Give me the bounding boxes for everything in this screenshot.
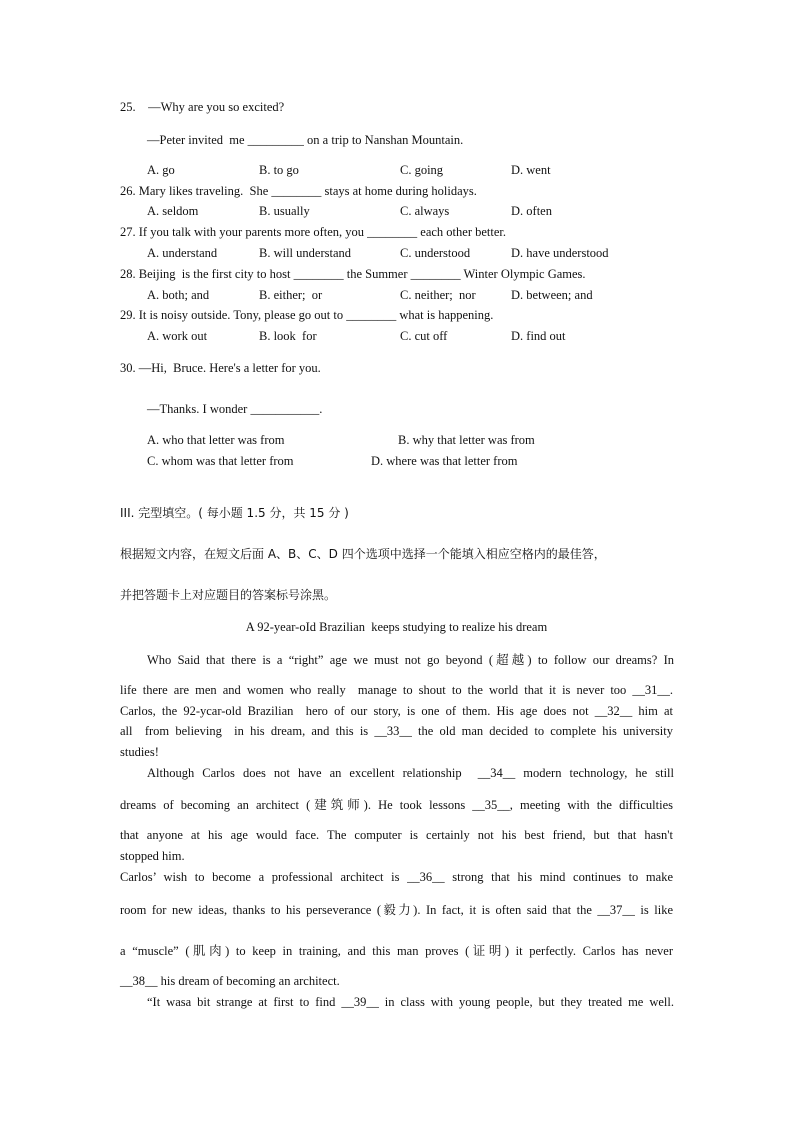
passage-line-3: Carlos, the 92-ycar-old Brazilian hero of our story, is one of them. His age does not __32__ him at: [120, 704, 673, 718]
passage-line-10: Carlos’ wish to become a professional architect is __36__ strong that his mind continues to make: [120, 870, 673, 884]
option-30-a: A. who that letter was from: [147, 433, 285, 447]
passage-line-11: room for new ideas, thanks to his perseverance (毅力). In fact, it is often said that the __37__ is like: [120, 903, 673, 917]
option-25-c: C. going: [400, 163, 444, 177]
option-30-c: C. whom was that letter from: [147, 454, 294, 468]
passage-line-14: “It wasa bit strange at first to find __39__ in class with young people, but they treated me well.: [147, 995, 674, 1009]
passage-line-4: all from believing in his dream, and this is __33__ the old man decided to complete his university: [120, 724, 673, 738]
passage-line-13: __38__ his dream of becoming an architect.: [120, 974, 340, 988]
option-26-d: D. often: [511, 204, 552, 218]
passage-line-5: studies!: [120, 745, 159, 759]
option-25-d: D. went: [511, 163, 551, 177]
option-25-b: B. to go: [259, 163, 299, 177]
option-29-d: D. find out: [511, 329, 566, 343]
question-25-line-1: 25. —Why are you so excited?: [120, 100, 285, 114]
question-27: 27. If you talk with your parents more often, you ________ each other better.: [120, 225, 507, 239]
option-26-a: A. seldom: [147, 204, 199, 218]
section-instruction-2: 并把答题卡上对应题目的答案标号涂黑。: [120, 588, 337, 602]
section-instruction-1: 根据短文内容，在短文后面 A、B、C、D 四个选项中选择一个能填入相应空格内的最佳答，: [120, 547, 606, 561]
passage-line-2: life there are men and women who really manage to shout to the world that it is never too __31__.: [120, 683, 673, 697]
passage-line-1: Who Said that there is a “right” age we must not go beyond (超越) to follow our dreams? In: [147, 653, 674, 667]
option-28-b: B. either; or: [259, 288, 323, 302]
option-25-a: A. go: [147, 163, 175, 177]
question-30-line-2: —Thanks. I wonder ___________.: [147, 402, 323, 416]
question-26: 26. Mary likes traveling. She ________ stays at home during holidays.: [120, 184, 477, 198]
option-28-a: A. both; and: [147, 288, 210, 302]
question-30-line-1: 30. —Hi, Bruce. Here's a letter for you.: [120, 361, 321, 375]
passage-line-9: stopped him.: [120, 849, 185, 863]
option-29-b: B. look for: [259, 329, 317, 343]
option-30-d: D. where was that letter from: [371, 454, 518, 468]
passage-line-7: dreams of becoming an architect (建筑师). He took lessons __35__, meeting with the difficulties: [120, 798, 673, 812]
option-27-c: C. understood: [400, 246, 471, 260]
option-27-b: B. will understand: [259, 246, 352, 260]
option-27-a: A. understand: [147, 246, 218, 260]
passage-line-8: that anyone at his age would face. The computer is certainly not his best friend, but that hasn't: [120, 828, 673, 842]
option-26-b: B. usually: [259, 204, 310, 218]
question-25-line-2: —Peter invited me _________ on a trip to Nanshan Mountain.: [147, 133, 464, 147]
passage-title: A 92-year-oId Brazilian keeps studying to realize his dream: [245, 620, 548, 634]
option-27-d: D. have understood: [511, 246, 609, 260]
option-28-d: D. between; and: [511, 288, 593, 302]
passage-line-12: a “muscle” (肌肉) to keep in training, and this man proves (证明) it perfectly. Carlos has never: [120, 944, 673, 958]
option-28-c: C. neither; nor: [400, 288, 476, 302]
option-30-b: B. why that letter was from: [398, 433, 535, 447]
option-26-c: C. always: [400, 204, 450, 218]
option-29-c: C. cut off: [400, 329, 448, 343]
question-29: 29. It is noisy outside. Tony, please go out to ________ what is happening.: [120, 308, 494, 322]
question-28: 28. Beijing is the first city to host ________ the Summer ________ Winter Olympic Games.: [120, 267, 586, 281]
section-heading: III. 完型填空。( 每小题 1.5 分，共 15 分 ): [120, 506, 349, 520]
passage-line-6: Although Carlos does not have an excellent relationship __34__ modern technology, he still: [147, 766, 674, 780]
option-29-a: A. work out: [147, 329, 208, 343]
